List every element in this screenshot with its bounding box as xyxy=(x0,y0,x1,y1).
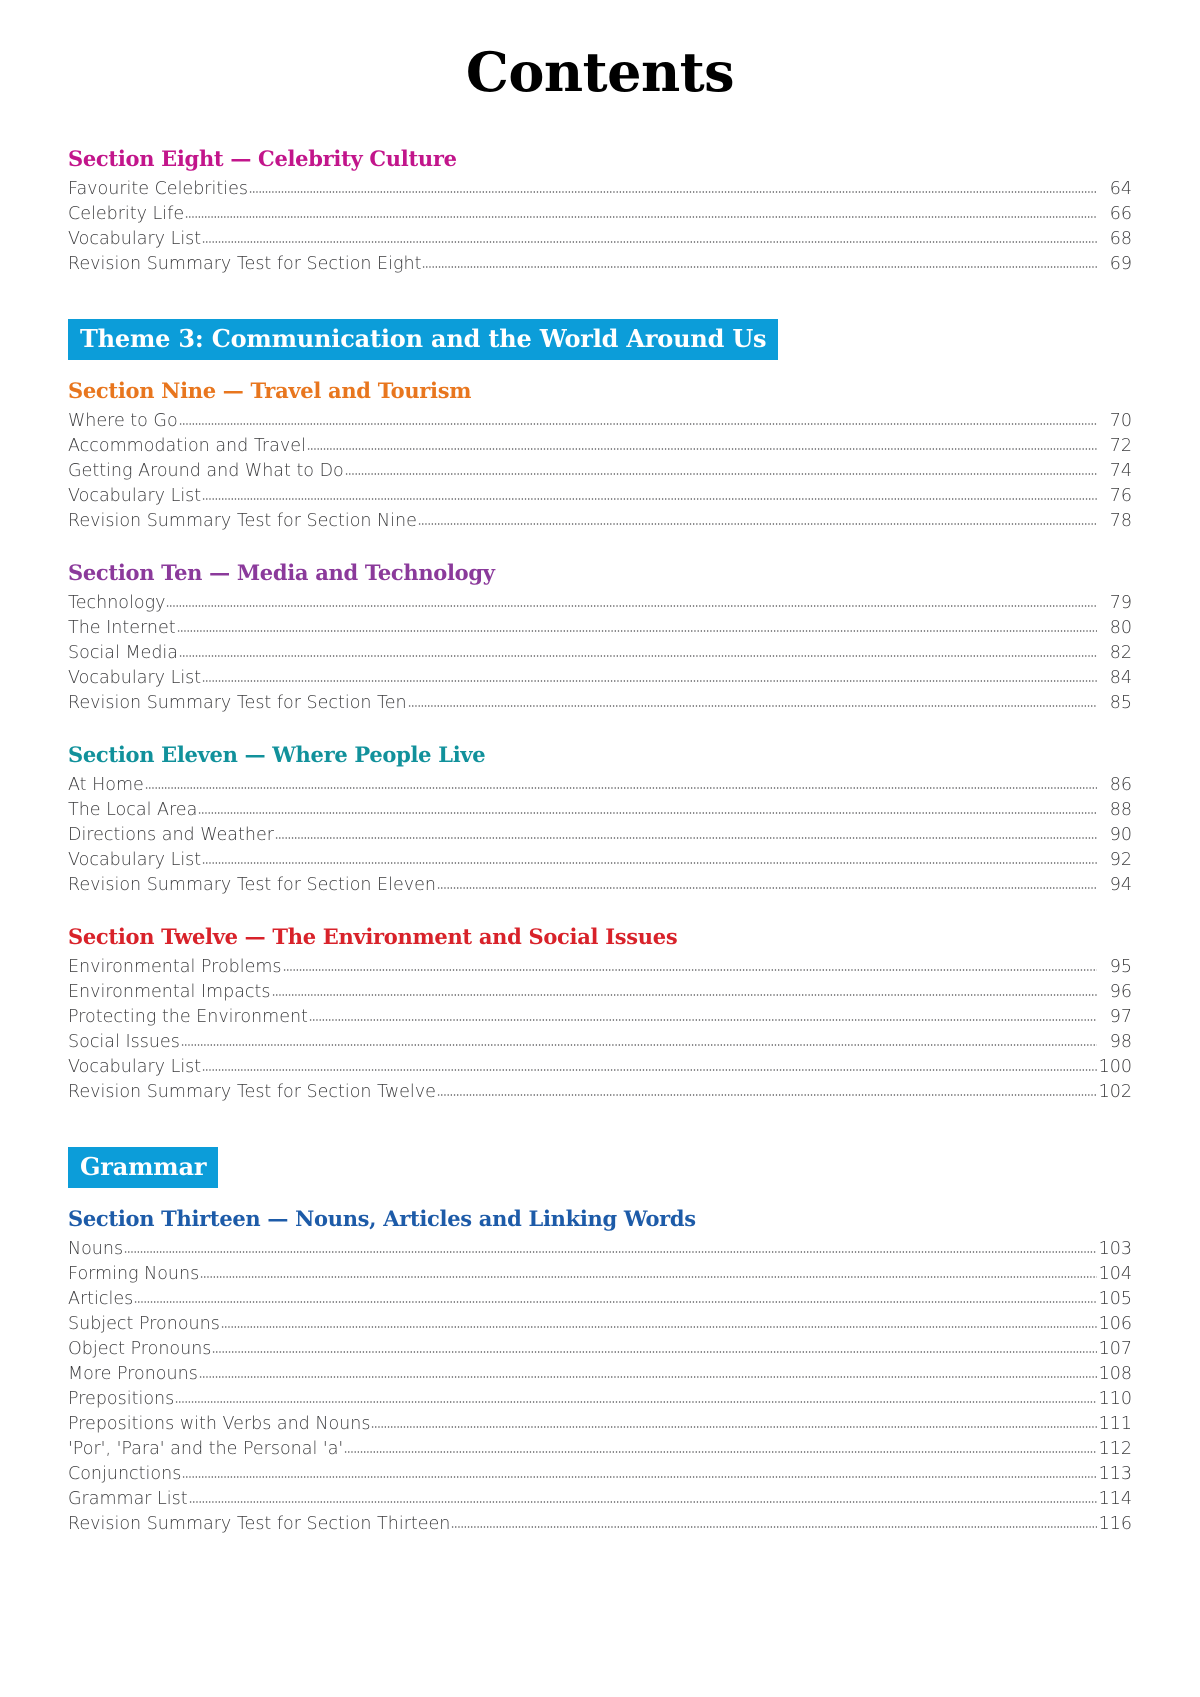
toc-leader-dots xyxy=(437,883,1097,893)
toc-entry-page-number: 108 xyxy=(1098,1363,1132,1384)
toc-entry-label: Revision Summary Test for Section Ten xyxy=(68,692,407,713)
toc-entry[interactable] xyxy=(68,1412,1132,1437)
toc-entry[interactable] xyxy=(68,1055,1132,1080)
toc-entry-page-number: 76 xyxy=(1109,485,1132,506)
toc-leader-dots xyxy=(437,1090,1097,1100)
toc-entry[interactable] xyxy=(68,1462,1132,1487)
toc-entry-label: Revision Summary Test for Section Nine xyxy=(68,510,417,531)
toc-entry[interactable] xyxy=(68,1387,1132,1412)
toc-entry[interactable] xyxy=(68,434,1132,459)
toc-entry-label: Revision Summary Test for Section Thirteen xyxy=(68,1513,451,1534)
toc-entry[interactable] xyxy=(68,691,1132,716)
toc-entry-label: Prepositions xyxy=(68,1388,175,1409)
toc-entry-page-number: 94 xyxy=(1109,874,1132,895)
toc-entry-label: Environmental Impacts xyxy=(68,981,271,1002)
toc-entry[interactable] xyxy=(68,666,1132,691)
toc-entry-label: Accommodation and Travel xyxy=(68,435,306,456)
toc-entry[interactable] xyxy=(68,252,1132,277)
toc-entry-label: More Pronouns xyxy=(68,1363,198,1384)
toc-entry-page-number: 97 xyxy=(1109,1006,1132,1027)
toc-entry-label: Revision Summary Test for Section Eleven xyxy=(68,874,436,895)
toc-entry-label: Social Issues xyxy=(68,1031,180,1052)
section-heading-section-thirteen-nouns-articles-and-linking-word: Section Thirteen — Nouns, Articles and Linking Words xyxy=(68,1205,696,1231)
toc-entry-page-number: 96 xyxy=(1109,981,1132,1002)
toc-entry[interactable] xyxy=(68,1237,1132,1262)
toc-leader-dots xyxy=(202,676,1097,686)
toc-entry-page-number: 69 xyxy=(1109,253,1132,274)
toc-entry-page-number: 103 xyxy=(1098,1238,1132,1259)
toc-entry-page-number: 64 xyxy=(1109,178,1132,199)
toc-leader-dots xyxy=(198,808,1097,818)
toc-leader-dots xyxy=(272,990,1097,1000)
toc-entry-page-number: 68 xyxy=(1109,228,1132,249)
toc-entry-page-number: 113 xyxy=(1098,1463,1132,1484)
toc-leader-dots xyxy=(202,237,1097,247)
toc-entry-page-number: 86 xyxy=(1109,774,1132,795)
toc-leader-dots xyxy=(309,1015,1097,1025)
toc-entry-label: Vocabulary List xyxy=(68,849,202,870)
toc-entry-label: Technology xyxy=(68,592,166,613)
toc-entry-page-number: 104 xyxy=(1098,1263,1132,1284)
toc-entry-page-number: 110 xyxy=(1098,1388,1132,1409)
toc-leader-dots xyxy=(199,1372,1097,1382)
toc-leader-dots xyxy=(179,419,1097,429)
toc-entry-page-number: 112 xyxy=(1098,1438,1132,1459)
section-heading-section-nine-travel-and-tourism: Section Nine — Travel and Tourism xyxy=(68,377,472,403)
toc-entry[interactable] xyxy=(68,1005,1132,1030)
toc-entry-page-number: 85 xyxy=(1109,692,1132,713)
toc-leader-dots xyxy=(145,783,1097,793)
block-spacer xyxy=(68,898,1132,926)
toc-entry-label: Vocabulary List xyxy=(68,228,202,249)
toc-entry[interactable] xyxy=(68,1287,1132,1312)
section-heading-section-eight-celebrity-culture: Section Eight — Celebrity Culture xyxy=(68,145,457,171)
toc-entry-label: Environmental Problems xyxy=(68,956,282,977)
toc-entry[interactable] xyxy=(68,1337,1132,1362)
block-spacer xyxy=(68,277,1132,319)
toc-entry-page-number: 111 xyxy=(1098,1413,1132,1434)
toc-entry-page-number: 105 xyxy=(1098,1288,1132,1309)
toc-entry[interactable] xyxy=(68,980,1132,1005)
toc-entry-page-number: 90 xyxy=(1109,824,1132,845)
toc-entry-page-number: 100 xyxy=(1098,1056,1132,1077)
toc-entry-label: Conjunctions xyxy=(68,1463,182,1484)
toc-entry-label: Prepositions with Verbs and Nouns xyxy=(68,1413,371,1434)
toc-entry[interactable] xyxy=(68,509,1132,534)
toc-entry-label: Object Pronouns xyxy=(68,1338,212,1359)
toc-leader-dots xyxy=(134,1297,1097,1307)
block-spacer xyxy=(68,716,1132,744)
toc-list xyxy=(68,1237,1132,1537)
toc-entry-page-number: 72 xyxy=(1109,435,1132,456)
toc-entry[interactable] xyxy=(68,1362,1132,1387)
toc-leader-dots xyxy=(181,1040,1097,1050)
toc-entry[interactable] xyxy=(68,1262,1132,1287)
toc-list xyxy=(68,773,1132,898)
toc-entry[interactable] xyxy=(68,1030,1132,1055)
toc-entry-label: Directions and Weather xyxy=(68,824,274,845)
toc-entry-label: Where to Go xyxy=(68,410,178,431)
toc-entry-label: Social Media xyxy=(68,642,179,663)
section-heading-section-eleven-where-people-live: Section Eleven — Where People Live xyxy=(68,741,486,767)
section-heading-section-twelve-the-environment-and-social-issues: Section Twelve — The Environment and Social Issues xyxy=(68,923,678,949)
toc-entry-label: Getting Around and What to Do xyxy=(68,460,344,481)
toc-entry-page-number: 78 xyxy=(1109,510,1132,531)
toc-leader-dots xyxy=(182,1472,1097,1482)
toc-entry-label: Articles xyxy=(68,1288,134,1309)
toc-entry[interactable] xyxy=(68,798,1132,823)
toc-entry-page-number: 88 xyxy=(1109,799,1132,820)
block-spacer xyxy=(68,1105,1132,1147)
toc-entry[interactable] xyxy=(68,823,1132,848)
toc-entry-page-number: 74 xyxy=(1109,460,1132,481)
toc-leader-dots xyxy=(200,1272,1097,1282)
toc-entry-page-number: 107 xyxy=(1098,1338,1132,1359)
toc-entry[interactable] xyxy=(68,202,1132,227)
toc-leader-dots xyxy=(212,1347,1097,1357)
toc-entry[interactable] xyxy=(68,227,1132,252)
toc-entry[interactable] xyxy=(68,1312,1132,1337)
toc-entry[interactable] xyxy=(68,1437,1132,1462)
toc-entry-label: Vocabulary List xyxy=(68,667,202,688)
toc-entry[interactable] xyxy=(68,1080,1132,1105)
toc-leader-dots xyxy=(202,858,1097,868)
toc-entry-label: Vocabulary List xyxy=(68,1056,202,1077)
toc-entry-page-number: 66 xyxy=(1109,203,1132,224)
toc-entry-page-number: 106 xyxy=(1098,1313,1132,1334)
toc-leader-dots xyxy=(418,519,1097,529)
toc-leader-dots xyxy=(202,1065,1097,1075)
toc-entry-label: Forming Nouns xyxy=(68,1263,200,1284)
toc-entry-label: Celebrity Life xyxy=(68,203,185,224)
toc-entry[interactable] xyxy=(68,873,1132,898)
toc-entry-page-number: 80 xyxy=(1109,617,1132,638)
page-title: Contents xyxy=(465,40,735,104)
toc-leader-dots xyxy=(177,626,1097,636)
toc-leader-dots xyxy=(344,1447,1097,1457)
toc-list xyxy=(68,177,1132,277)
toc-leader-dots xyxy=(179,651,1097,661)
toc-leader-dots xyxy=(371,1422,1097,1432)
theme-banner-wrap xyxy=(68,1147,1132,1188)
toc-entry-page-number: 98 xyxy=(1109,1031,1132,1052)
toc-entry-label: Nouns xyxy=(68,1238,124,1259)
toc-entry[interactable] xyxy=(68,955,1132,980)
toc-entry[interactable] xyxy=(68,848,1132,873)
toc-leader-dots xyxy=(189,1497,1097,1507)
block-spacer xyxy=(68,1537,1132,1557)
toc-entry-page-number: 102 xyxy=(1098,1081,1132,1102)
toc-leader-dots xyxy=(221,1322,1097,1332)
toc-entry-label: Grammar List xyxy=(68,1488,188,1509)
toc-entry-label: 'Por', 'Para' and the Personal 'a' xyxy=(68,1438,344,1459)
toc-entry[interactable] xyxy=(68,459,1132,484)
toc-entry[interactable] xyxy=(68,1487,1132,1512)
toc-entry-label: Vocabulary List xyxy=(68,485,202,506)
toc-leader-dots xyxy=(185,212,1097,222)
toc-leader-dots xyxy=(307,444,1097,454)
toc-entry-label: At Home xyxy=(68,774,144,795)
toc-entry[interactable] xyxy=(68,591,1132,616)
toc-entry[interactable] xyxy=(68,409,1132,434)
table-of-contents xyxy=(68,145,1132,1557)
toc-leader-dots xyxy=(408,701,1097,711)
title-spacer xyxy=(68,101,1132,148)
toc-leader-dots xyxy=(175,1397,1097,1407)
toc-leader-dots xyxy=(422,262,1097,272)
toc-entry[interactable] xyxy=(68,773,1132,798)
toc-leader-dots xyxy=(345,469,1097,479)
toc-list xyxy=(68,955,1132,1105)
theme-banner-grammar: Grammar xyxy=(68,1147,218,1188)
theme-banner-wrap xyxy=(68,319,1132,360)
toc-entry-page-number: 95 xyxy=(1109,956,1132,977)
toc-entry[interactable] xyxy=(68,641,1132,666)
toc-entry-page-number: 92 xyxy=(1109,849,1132,870)
toc-entry[interactable] xyxy=(68,484,1132,509)
toc-leader-dots xyxy=(451,1522,1097,1532)
toc-entry-label: Revision Summary Test for Section Eight xyxy=(68,253,422,274)
toc-leader-dots xyxy=(283,965,1097,975)
toc-entry[interactable] xyxy=(68,1512,1132,1537)
toc-entry-label: Revision Summary Test for Section Twelve xyxy=(68,1081,436,1102)
toc-entry-page-number: 79 xyxy=(1109,592,1132,613)
toc-list xyxy=(68,591,1132,716)
banner-spacer xyxy=(68,360,1132,380)
toc-entry-page-number: 114 xyxy=(1098,1488,1132,1509)
toc-entry[interactable] xyxy=(68,177,1132,202)
toc-leader-dots xyxy=(202,494,1097,504)
toc-entry-page-number: 84 xyxy=(1109,667,1132,688)
toc-leader-dots xyxy=(249,187,1097,197)
toc-entry[interactable] xyxy=(68,616,1132,641)
toc-entry-label: Favourite Celebrities xyxy=(68,178,248,199)
toc-entry-page-number: 70 xyxy=(1109,410,1132,431)
toc-entry-page-number: 82 xyxy=(1109,642,1132,663)
banner-spacer xyxy=(68,1188,1132,1208)
toc-entry-label: Subject Pronouns xyxy=(68,1313,220,1334)
toc-entry-label: The Internet xyxy=(68,617,176,638)
toc-leader-dots xyxy=(166,601,1097,611)
toc-entry-label: The Local Area xyxy=(68,799,198,820)
theme-banner-theme-3-communication-and-the-world-around-us: Theme 3: Communication and the World Around Us xyxy=(68,319,778,360)
toc-list xyxy=(68,409,1132,534)
block-spacer xyxy=(68,534,1132,562)
toc-entry-page-number: 116 xyxy=(1098,1513,1132,1534)
toc-leader-dots xyxy=(275,833,1097,843)
section-heading-section-ten-media-and-technology: Section Ten — Media and Technology xyxy=(68,559,495,585)
toc-leader-dots xyxy=(124,1247,1097,1257)
toc-entry-label: Protecting the Environment xyxy=(68,1006,308,1027)
